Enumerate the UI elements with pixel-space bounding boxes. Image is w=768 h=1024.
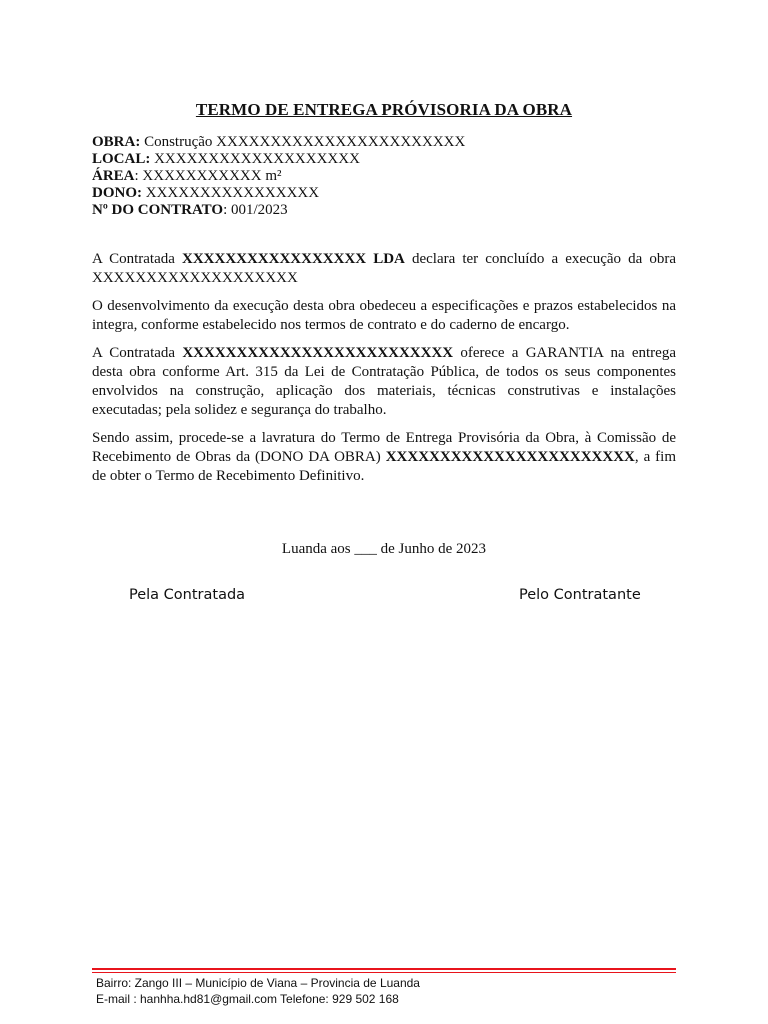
area-value: : XXXXXXXXXXX m² — [134, 168, 282, 184]
dono-row — [92, 185, 692, 202]
dono-value: XXXXXXXXXXXXXXXX — [142, 185, 320, 201]
footer-contact: E-mail : hanhha.hd81@gmail.com Telefone: 929 502 168 — [96, 992, 399, 1006]
paragraph-declaration — [92, 250, 676, 288]
local-label: LOCAL: — [92, 151, 151, 167]
document-title: TERMO DE ENTREGA PRÓVISORIA DA OBRA — [195, 100, 573, 119]
footer-address: Bairro: Zango III – Município de Viana – Provincia de Luanda — [96, 976, 420, 990]
p4-owner-name: XXXXXXXXXXXXXXXXXXXXXXX — [385, 449, 635, 465]
signature-contratada: Pela Contratada — [129, 587, 246, 603]
obra-label: OBRA: — [92, 134, 141, 150]
contrato-row — [92, 202, 692, 219]
contrato-value: : 001/2023 — [223, 202, 288, 218]
dono-label: DONO: — [92, 185, 142, 201]
paragraph-development: O desenvolvimento da execução desta obra obedeceu a especificações e prazos estabelecidos na integra, conforme estabelecido nos termos de contrato e do caderno de encargo. — [92, 298, 676, 333]
p3-company-name: XXXXXXXXXXXXXXXXXXXXXXXXX — [182, 345, 454, 361]
date-line: Luanda aos ___ de Junho de 2023 — [281, 541, 487, 557]
paragraph-delivery — [92, 429, 676, 486]
footer-divider — [92, 968, 676, 973]
p4-text-start: Sendo assim, procede-se a lavratura do Termo de Entrega Provisória da Obra, à Comissão de Recebimento de Obras da (DONO DA OBRA) — [92, 430, 676, 465]
obra-row — [92, 134, 692, 151]
area-row — [92, 168, 692, 185]
area-label: ÁREA — [92, 168, 135, 184]
footer — [96, 975, 420, 1007]
contrato-label: Nº DO CONTRATO — [92, 202, 224, 218]
obra-value: Construção XXXXXXXXXXXXXXXXXXXXXXX — [140, 134, 466, 150]
project-info-block — [92, 134, 692, 219]
p3-text-end: oferece a GARANTIA na entrega desta obra conforme Art. 315 da Lei de Contratação Pública, de todos os seus componentes envolvidos na construção, aplicação dos materiais, técnicas construtivas e instalações executadas; pela solidez e segurança do trabalho. — [92, 345, 676, 418]
local-row — [92, 151, 692, 168]
signature-contratante: Pelo Contratante — [519, 587, 641, 603]
p4-text-end: , a fim de obter o Termo de Recebimento Definitivo. — [92, 449, 676, 484]
p3-text-start: A Contratada — [92, 345, 183, 361]
paragraph-guarantee — [92, 344, 676, 420]
document-body — [92, 250, 676, 495]
p1-text-end: declara ter concluído a execução da obra XXXXXXXXXXXXXXXXXXX — [92, 251, 676, 286]
p1-company-name: XXXXXXXXXXXXXXXXX LDA — [181, 251, 405, 267]
p1-text-start: A Contratada — [92, 251, 182, 267]
local-value: XXXXXXXXXXXXXXXXXXX — [150, 151, 360, 167]
